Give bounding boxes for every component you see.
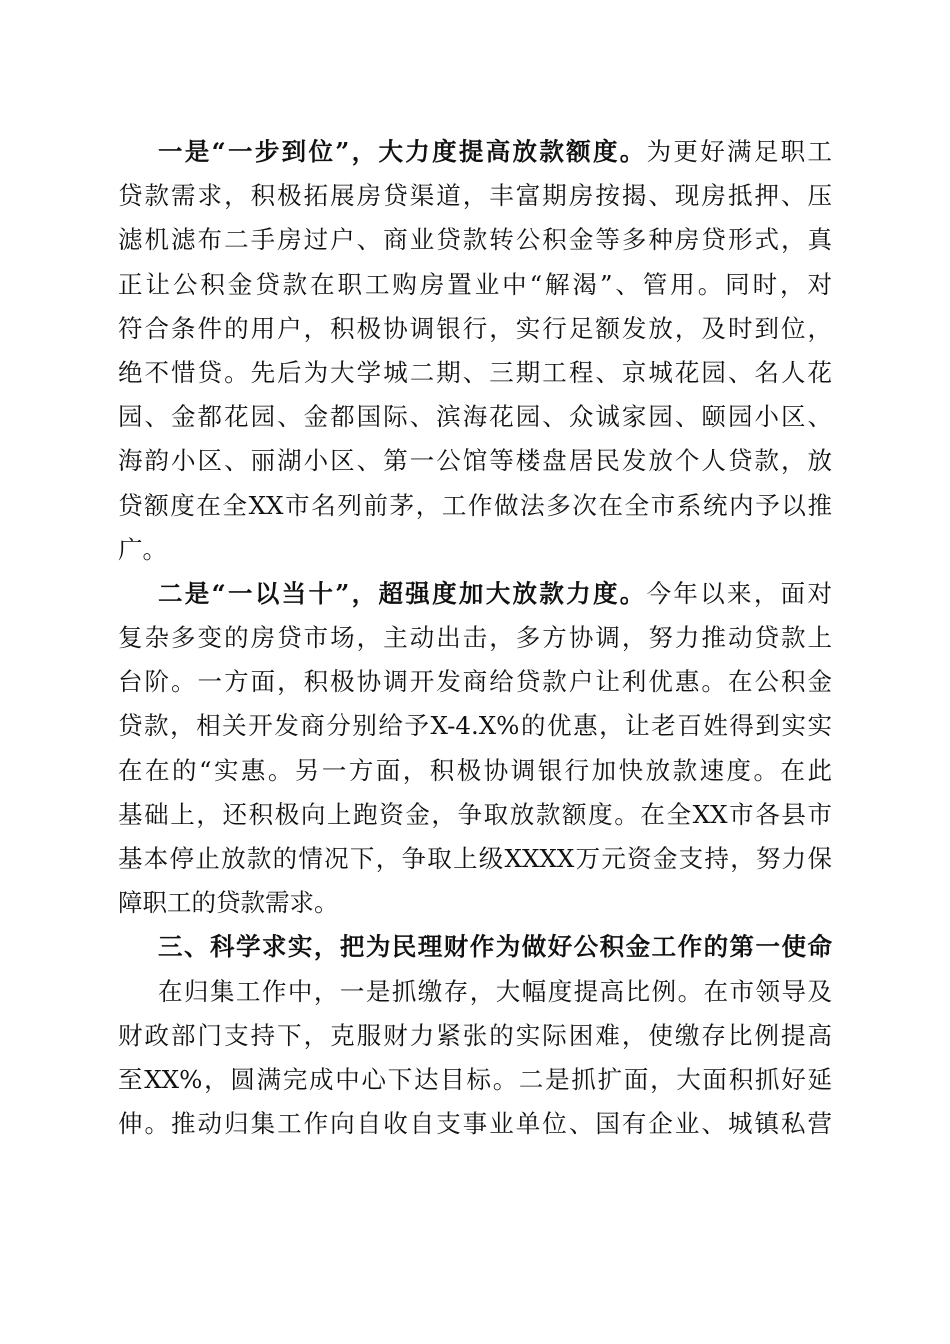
paragraph-1-line-1-text: 为更好满足职工: [646, 137, 832, 166]
paragraph-3-line-2: 财政部门支持下，克服财力紧张的实际困难，使缴存比例提高: [118, 1020, 832, 1050]
paragraph-2-line-5: 在在的“实惠。另一方面，积极协调银行加快放款速度。在此: [118, 755, 832, 785]
paragraph-1-line-9: 贷额度在全XX市名列前茅，工作做法多次在全市系统内予以推: [118, 490, 832, 520]
paragraph-1-line-2: 贷款需求，积极拓展房贷渠道，丰富期房按揭、现房抵押、压: [118, 181, 832, 211]
paragraph-1-line-4: 正让公积金贷款在职工购房置业中“解渴”、管用。同时，对: [118, 269, 832, 299]
paragraph-2-line-2: 复杂多变的房贷市场，主动出击，多方协调，努力推动贷款上: [118, 623, 832, 653]
paragraph-1-line-6: 绝不惜贷。先后为大学城二期、三期工程、京城花园、名人花: [118, 357, 832, 387]
paragraph-3-line-1: 在归集工作中，一是抓缴存，大幅度提高比例。在市领导及: [158, 976, 832, 1006]
paragraph-2-line-3: 台阶。一方面，积极协调开发商给贷款户让利优惠。在公积金: [118, 667, 832, 697]
section-heading-3: 三、科学求实，把为民理财作为做好公积金工作的第一使命: [158, 932, 832, 962]
paragraph-3-line-4: 伸。推动归集工作向自收自支事业单位、国有企业、城镇私营: [118, 1109, 832, 1139]
paragraph-2-line-1: [118, 572, 832, 616]
paragraph-2-line-8: 障职工的贷款需求。: [118, 888, 339, 918]
paragraph-2-line-7: 基本停止放款的情况下，争取上级XXXX万元资金支持，努力保: [118, 844, 832, 873]
paragraph-2-line-4: 贷款，相关开发商分别给予X-4.X%的优惠，让老百姓得到实实: [118, 711, 832, 741]
paragraph-1-line-5: 符合条件的用户，积极协调银行，实行足额发放，及时到位，: [118, 313, 832, 343]
paragraph-1-line-10: 广。: [118, 534, 167, 564]
paragraph-2-lead: 二是“一以当十”，超强度加大放款力度。: [158, 578, 647, 608]
paragraph-1-line-1: [118, 130, 832, 174]
paragraph-1-lead: 一是“一步到位”，大力度提高放款额度。: [158, 137, 647, 166]
paragraph-3-line-3: 至XX%，圆满完成中心下达目标。二是抓扩面，大面积抓好延: [118, 1064, 832, 1094]
document-page: [118, 130, 832, 1146]
paragraph-1-line-7: 园、金都花园、金都国际、滨海花园、众诚家园、颐园小区、: [118, 402, 832, 432]
paragraph-2-line-6: 基础上，还积极向上跑资金，争取放款额度。在全XX市各县市: [118, 799, 832, 829]
paragraph-1-line-3: 滤机滤布二手房过户、商业贷款转公积金等多种房贷形式，真: [118, 225, 832, 255]
paragraph-2-line-1-text: 今年以来，面对: [646, 578, 832, 608]
paragraph-1-line-8: 海韵小区、丽湖小区、第一公馆等楼盘居民发放个人贷款，放: [118, 446, 832, 476]
